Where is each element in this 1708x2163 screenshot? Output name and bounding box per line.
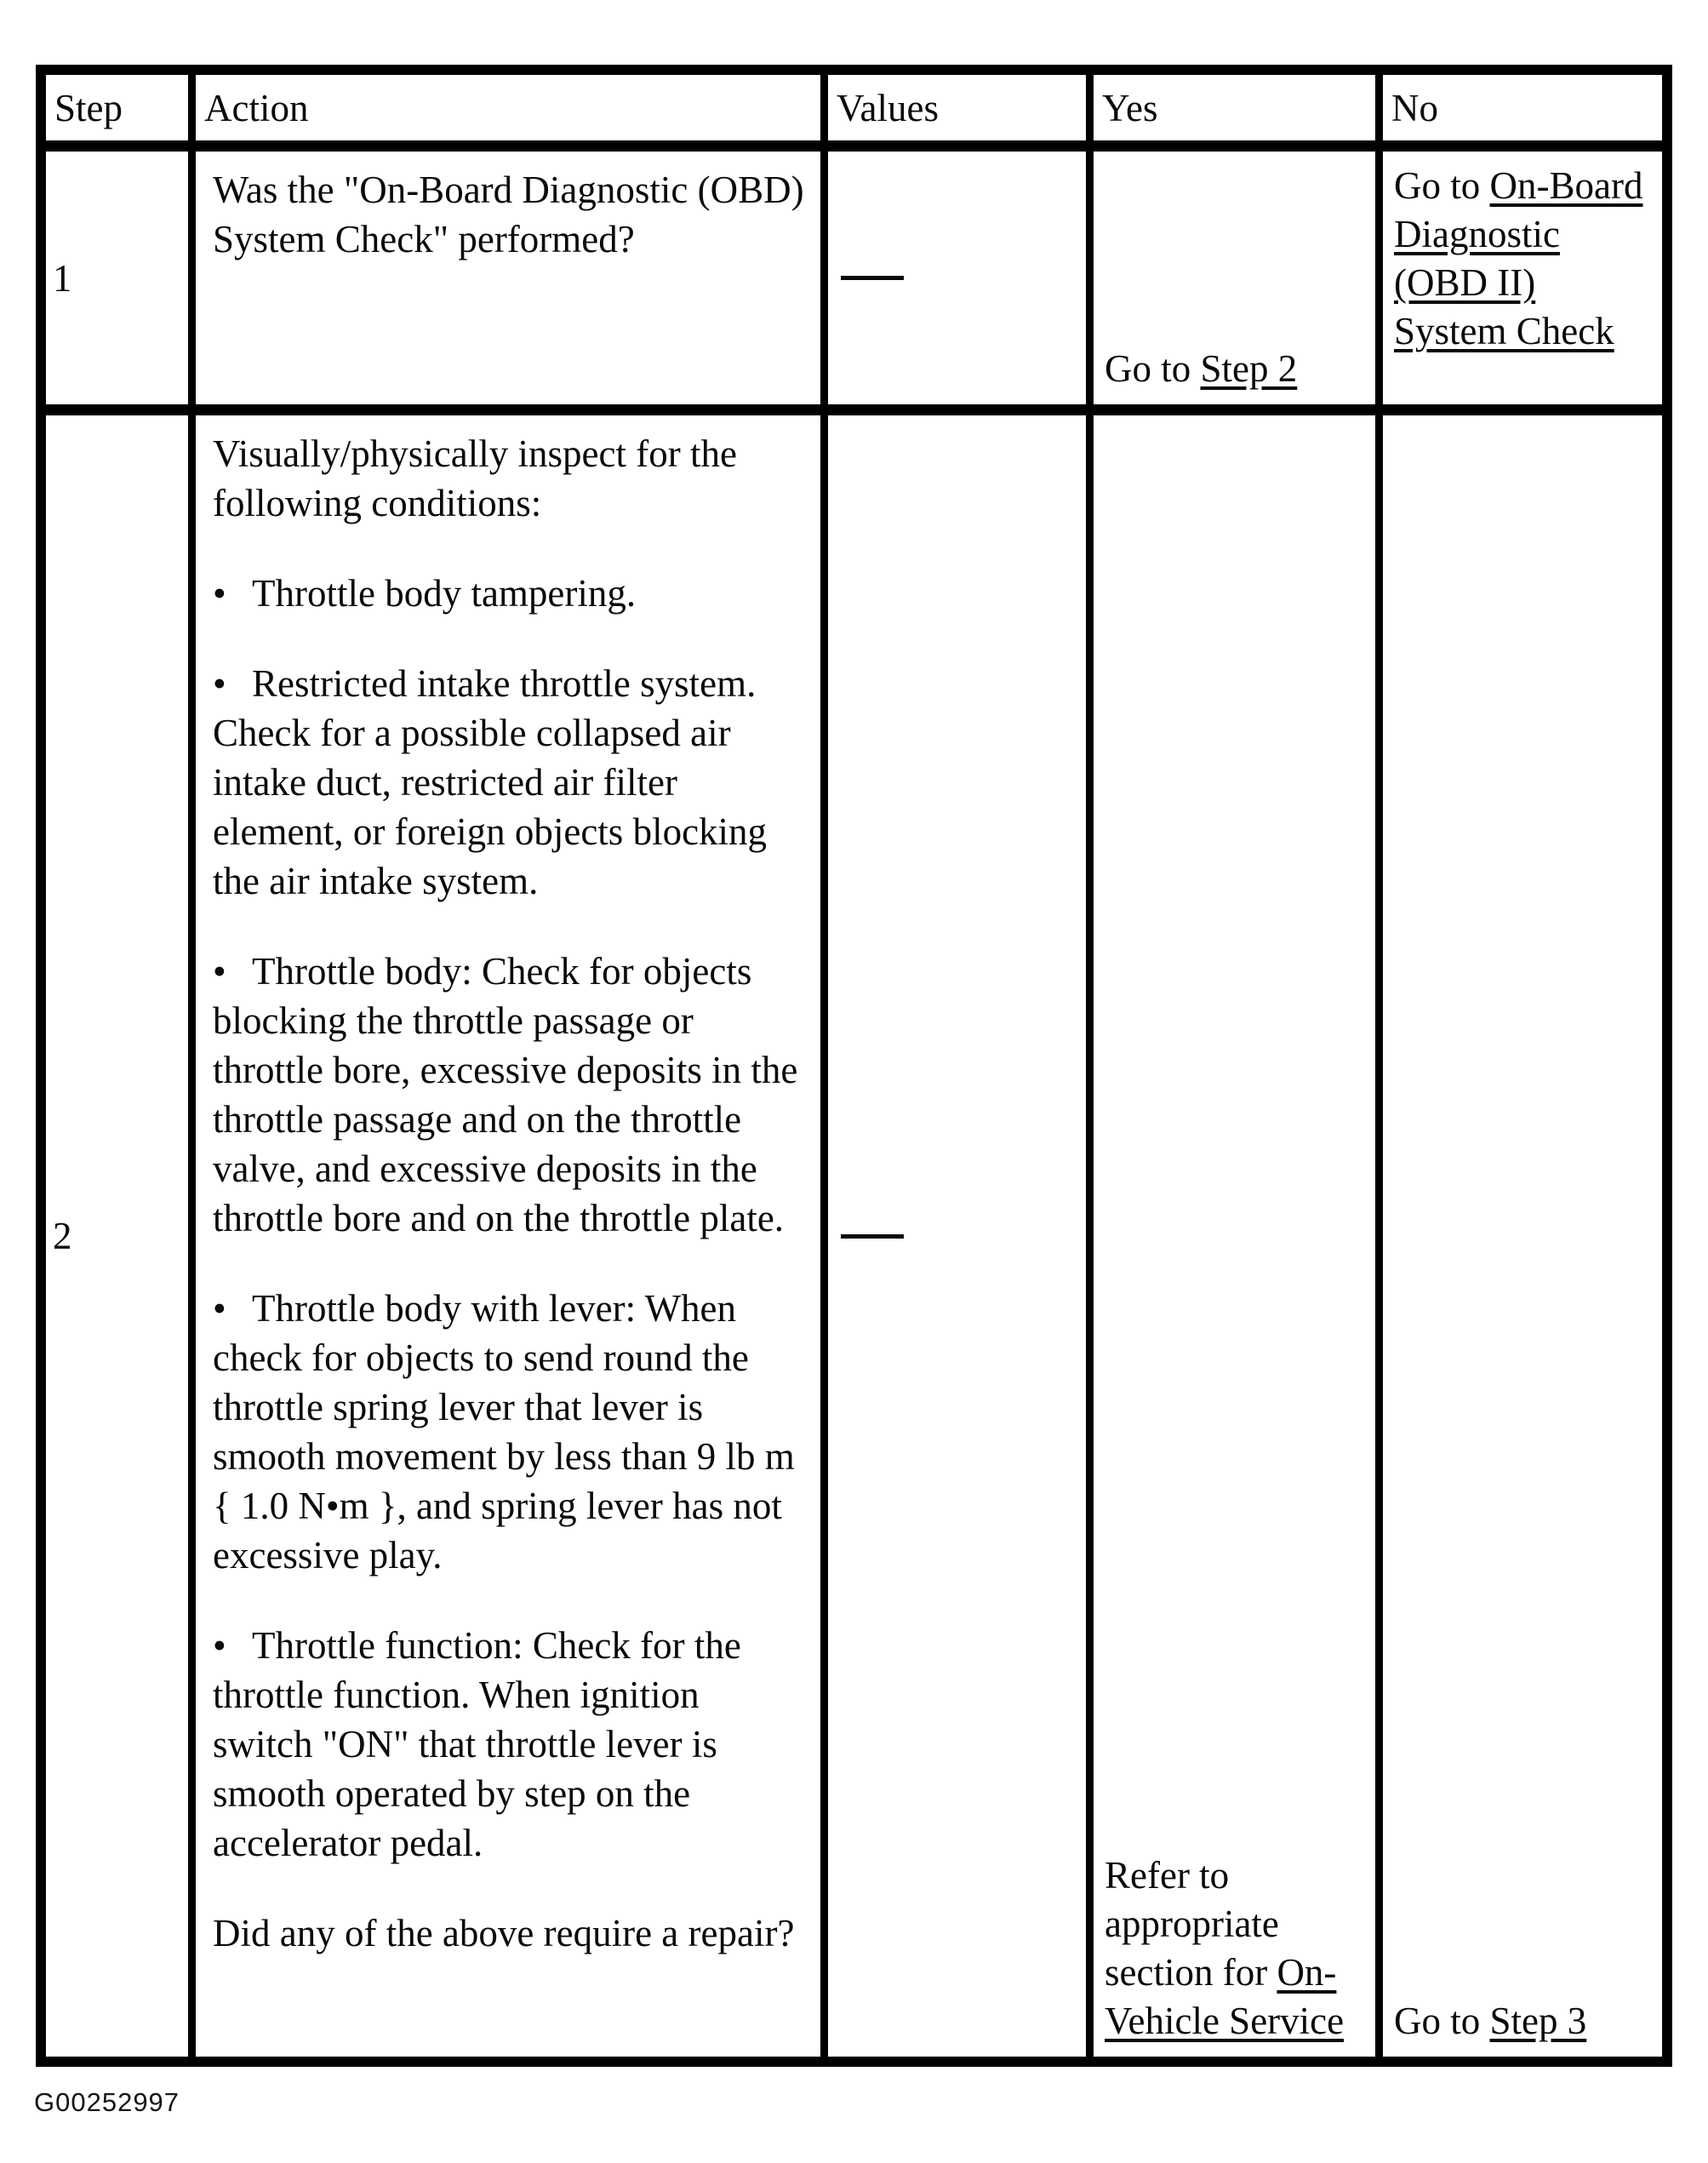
- row1-no-text: [1394, 162, 1655, 356]
- link-on-vehicle-service[interactable]: On-Vehicle Service: [1105, 1951, 1345, 2042]
- row1-yes-cell: [1094, 152, 1375, 404]
- bullet-icon: [213, 572, 252, 615]
- bullet-item: [213, 1284, 808, 1580]
- bullet-text: Throttle function: Check for the throttle function. When ignition switch "ON" that throttle lever is smooth operated by step on the accelerator pedal.: [213, 1624, 741, 1864]
- header-label-values: Values: [837, 86, 939, 129]
- bullet-text: Throttle body with lever: When check for objects to send round the throttle spring lever that lever is smooth movement by less than 9 lb m { 1.0 N•m }, and spring lever has not excessive play.: [213, 1287, 795, 1576]
- row1-step-number: 1: [53, 256, 72, 300]
- row2-yes-prefix: Refer to appropriate section for: [1105, 1854, 1279, 1994]
- header-label-action: Action: [204, 86, 309, 129]
- bullet-icon: [213, 1624, 252, 1667]
- header-label-step: Step: [54, 86, 123, 129]
- bullet-text: Restricted intake throttle system. Check for a possible collapsed air intake duct, restricted air filter element, or foreign objects blocking the air intake system.: [213, 662, 768, 902]
- row2-no-text: [1394, 1997, 1655, 2046]
- row1-yes-prefix: Go to: [1105, 347, 1201, 390]
- row2-action-question: Did any of the above require a repair?: [213, 1912, 795, 1954]
- header-cell-action: [196, 75, 820, 140]
- row2-values-cell: [828, 415, 1086, 2057]
- bullet-text: Throttle body: Check for objects blocking the throttle passage or throttle bore, excessive deposits in the throttle passage and on the throttle valve, and excessive deposits in the throttle bore and on the throttle plate.: [213, 950, 798, 1239]
- row2-yes-cell: [1094, 415, 1375, 2057]
- row1-action-cell: [196, 152, 820, 404]
- row2-step-number: 2: [53, 1215, 72, 1257]
- header-cell-yes: [1094, 75, 1375, 140]
- row1-values-dash: [841, 276, 904, 280]
- row2-yes-text: [1105, 1851, 1368, 2046]
- diagnostic-steps-table: [36, 65, 1672, 2067]
- bullet-icon: [213, 1287, 252, 1330]
- link-step-2[interactable]: Step 2: [1200, 347, 1298, 390]
- bullet-text: Throttle body tampering.: [252, 572, 637, 615]
- row2-no-prefix: Go to: [1394, 2000, 1490, 2042]
- link-obd-system-check[interactable]: On-Board Diagnostic (OBD II) System Check: [1394, 164, 1643, 352]
- row1-step-cell: [46, 152, 188, 404]
- row1-action-text: Was the "On-Board Diagnostic (OBD) System Check" performed?: [213, 169, 804, 260]
- row1-no-cell: [1383, 152, 1662, 404]
- header-cell-values: [828, 75, 1086, 140]
- header-label-yes: Yes: [1102, 86, 1158, 129]
- row2-step-cell: [46, 415, 188, 2057]
- bullet-item: [213, 569, 808, 618]
- header-label-no: No: [1391, 86, 1438, 129]
- bullet-item: [213, 947, 808, 1243]
- bullet-item: [213, 659, 808, 906]
- row1-no-prefix: Go to: [1394, 164, 1490, 207]
- header-cell-step: [46, 75, 188, 140]
- bullet-icon: [213, 662, 252, 705]
- row2-action-cell: [196, 415, 820, 2057]
- bullet-item: [213, 1621, 808, 1868]
- header-cell-no: [1383, 75, 1662, 140]
- link-step-3[interactable]: Step 3: [1489, 2000, 1587, 2042]
- bullet-icon: [213, 950, 252, 993]
- row2-action-intro: Visually/physically inspect for the following conditions:: [213, 432, 737, 524]
- row2-values-dash: [841, 1234, 904, 1239]
- row1-yes-text: [1105, 345, 1368, 393]
- figure-id-label: G00252997: [34, 2087, 180, 2117]
- row1-values-cell: [828, 152, 1086, 404]
- row2-no-cell: [1383, 415, 1662, 2057]
